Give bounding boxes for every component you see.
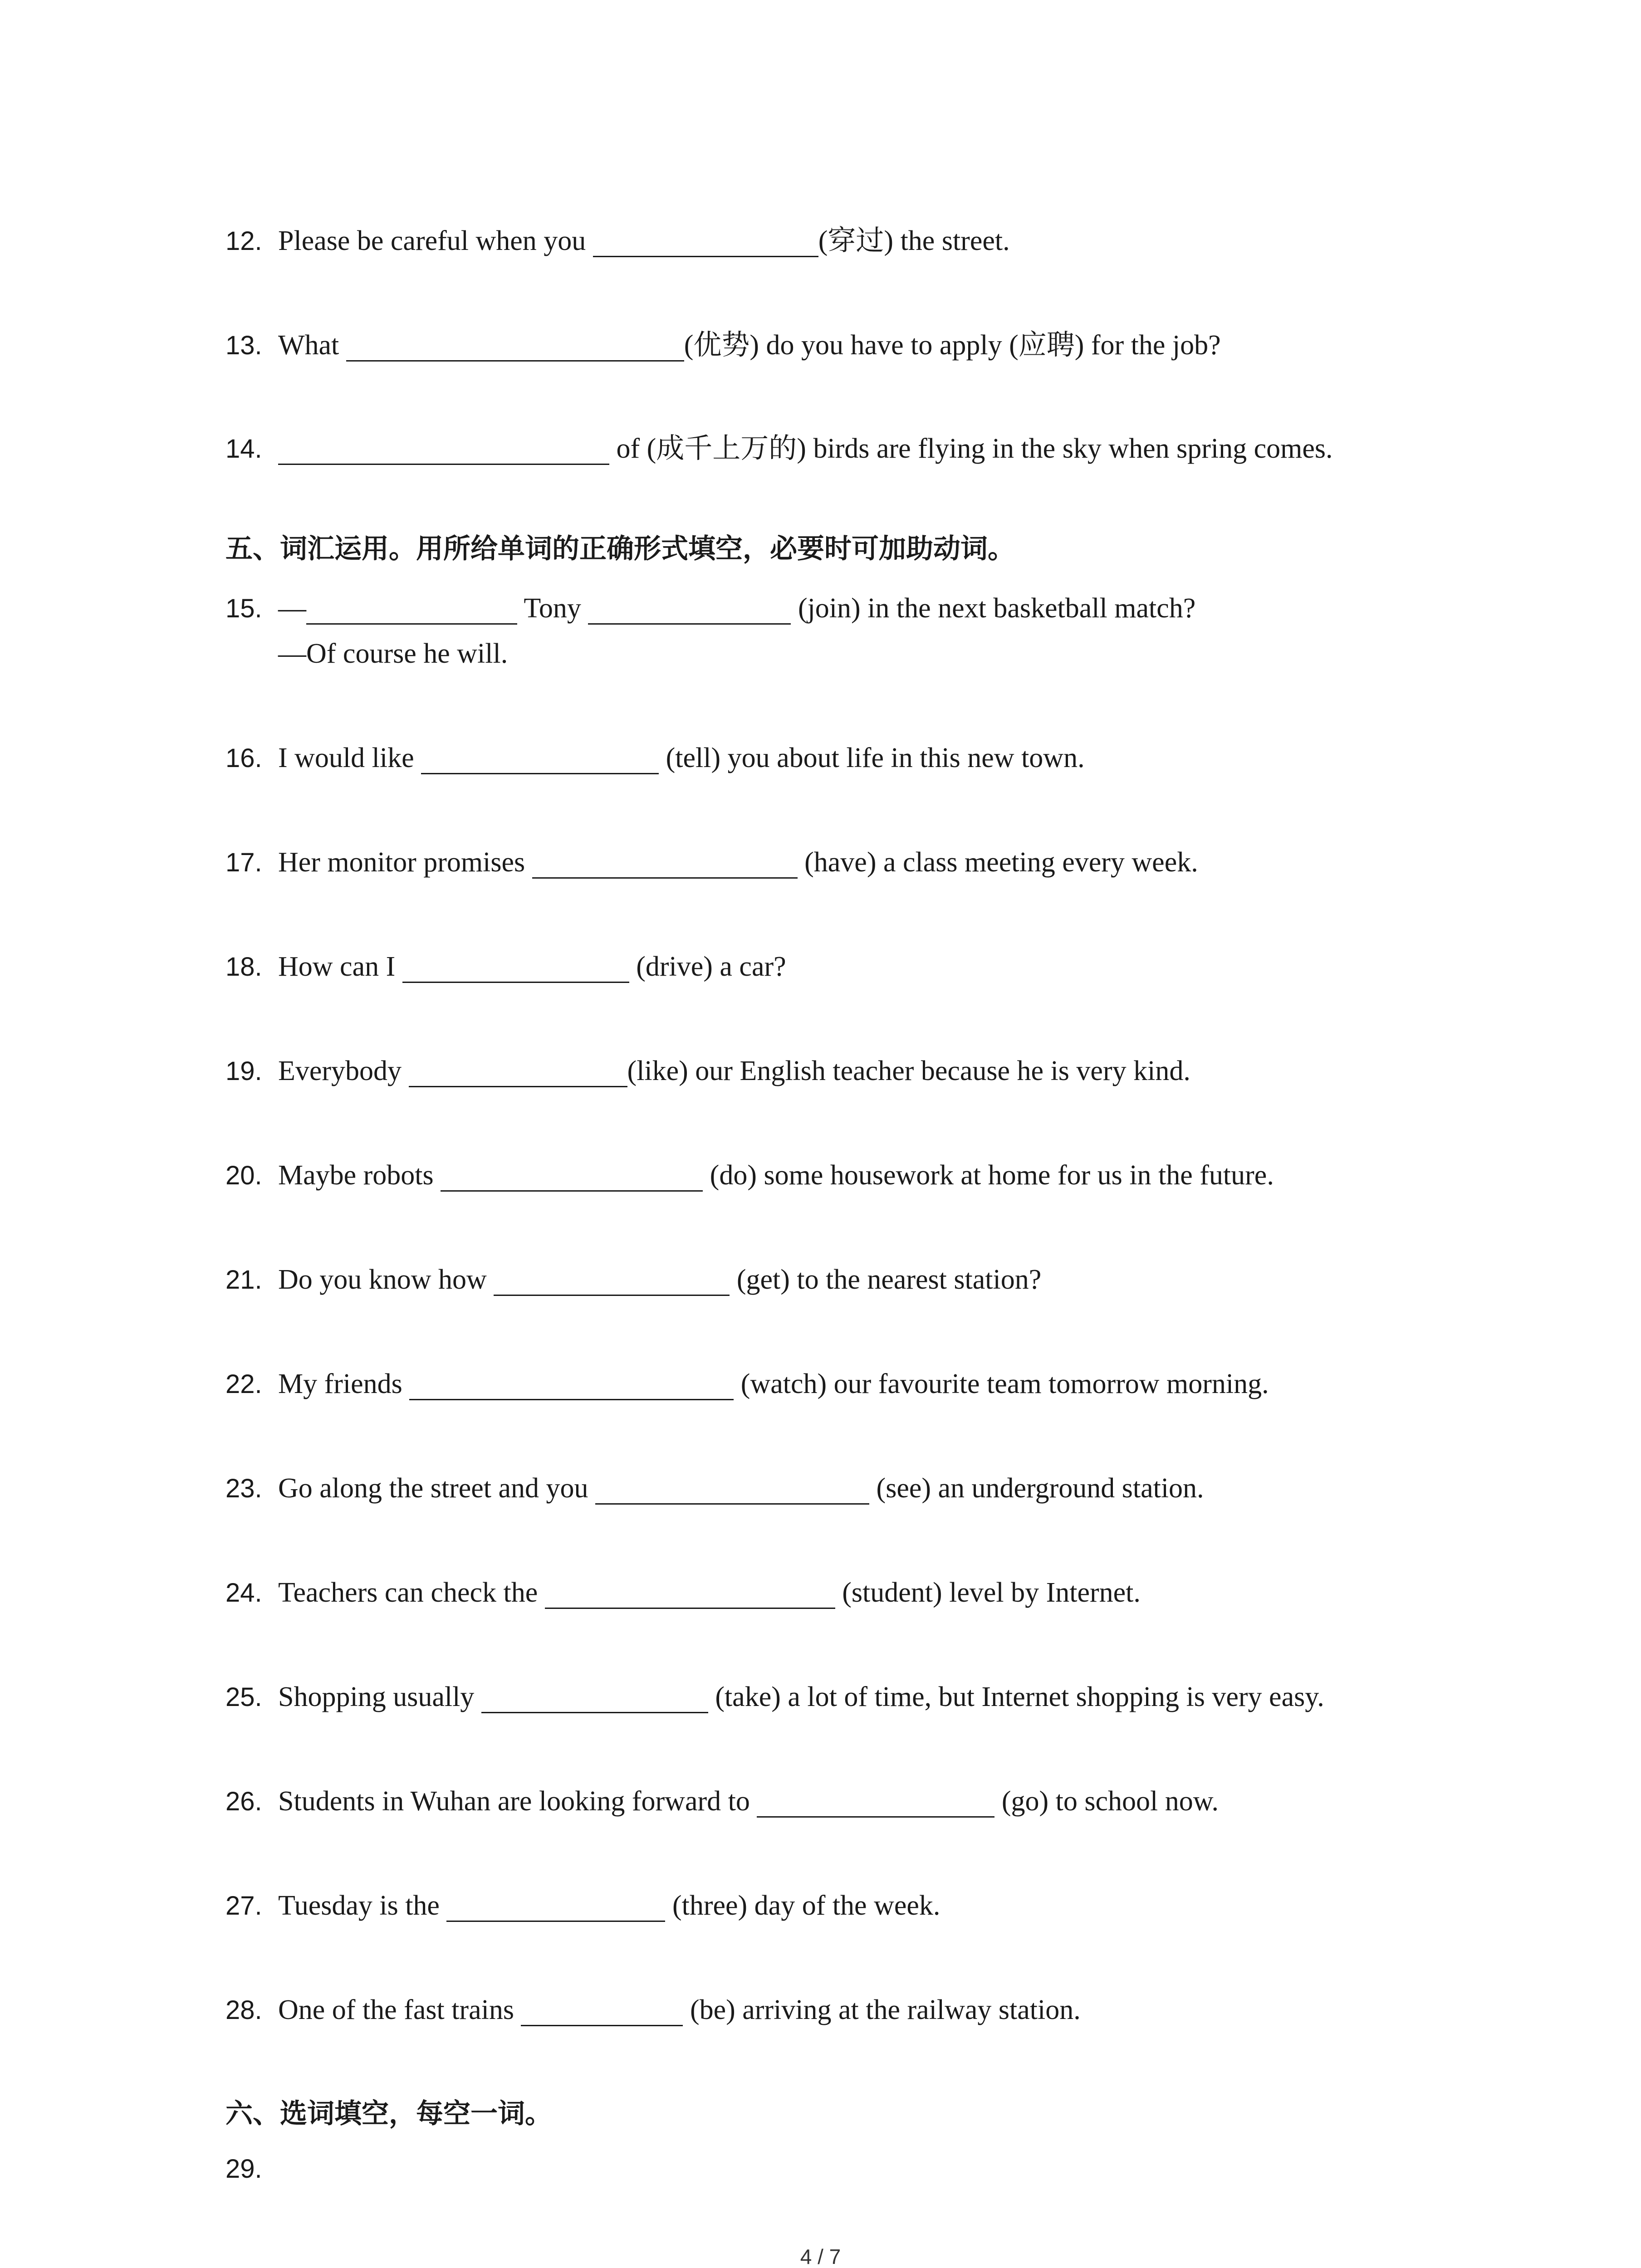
answer-blank[interactable] — [595, 1475, 869, 1505]
answer-blank[interactable] — [409, 1371, 734, 1400]
answer-blank[interactable] — [545, 1579, 835, 1609]
question-19: 19. Everybody (like) our English teacher because he is very kind. — [225, 1056, 1190, 1086]
section-five-heading: 五、词汇运用。用所给单词的正确形式填空，必要时可加助动词。 — [225, 533, 1015, 565]
question-14: 14. of (成千上万的) birds are flying in the sky when spring comes. — [225, 433, 1333, 464]
question-12: 12. Please be careful when you (穿过) the street. — [225, 225, 1010, 256]
question-27: 27. Tuesday is the (three) day of the week. — [225, 1890, 941, 1921]
question-16: 16. I would like (tell) you about life in this new town. — [225, 743, 1085, 773]
answer-blank[interactable] — [757, 1788, 994, 1818]
page-number: 4 / 7 — [800, 2245, 841, 2268]
answer-blank[interactable] — [306, 595, 517, 625]
question-15: 15. — Tony (join) in the next basketball match? — [225, 593, 1196, 624]
answer-blank[interactable] — [346, 332, 684, 362]
answer-blank[interactable] — [521, 1997, 683, 2026]
answer-blank[interactable] — [402, 953, 629, 983]
question-15-reply: —Of course he will. — [278, 638, 508, 669]
answer-blank[interactable] — [494, 1266, 730, 1296]
section-six-heading: 六、选词填空，每空一词。 — [225, 2098, 552, 2130]
answer-blank[interactable] — [278, 435, 609, 465]
question-17: 17. Her monitor promises (have) a class meeting every week. — [225, 847, 1198, 878]
answer-blank[interactable] — [446, 1892, 665, 1922]
question-29: 29. — [225, 2154, 262, 2184]
question-22: 22. My friends (watch) our favourite team tomorrow morning. — [225, 1369, 1269, 1399]
answer-blank[interactable] — [409, 1058, 627, 1087]
question-28: 28. One of the fast trains (be) arriving at the railway station. — [225, 1994, 1081, 2025]
question-21: 21. Do you know how (get) to the nearest station? — [225, 1264, 1042, 1295]
answer-blank[interactable] — [441, 1162, 703, 1192]
answer-blank[interactable] — [588, 595, 791, 625]
answer-blank[interactable] — [481, 1684, 708, 1713]
question-26: 26. Students in Wuhan are looking forward to (go) to school now. — [225, 1786, 1219, 1817]
answer-blank[interactable] — [593, 228, 818, 257]
answer-blank[interactable] — [532, 849, 798, 879]
question-20: 20. Maybe robots (do) some housework at home for us in the future. — [225, 1160, 1274, 1191]
question-18: 18. How can I (drive) a car? — [225, 951, 786, 982]
question-24: 24. Teachers can check the (student) level by Internet. — [225, 1577, 1141, 1608]
question-23: 23. Go along the street and you (see) an underground station. — [225, 1473, 1204, 1504]
question-25: 25. Shopping usually (take) a lot of time, but Internet shopping is very easy. — [225, 1681, 1324, 1712]
question-13: 13. What (优势) do you have to apply (应聘) for the job? — [225, 330, 1221, 361]
answer-blank[interactable] — [421, 745, 659, 774]
